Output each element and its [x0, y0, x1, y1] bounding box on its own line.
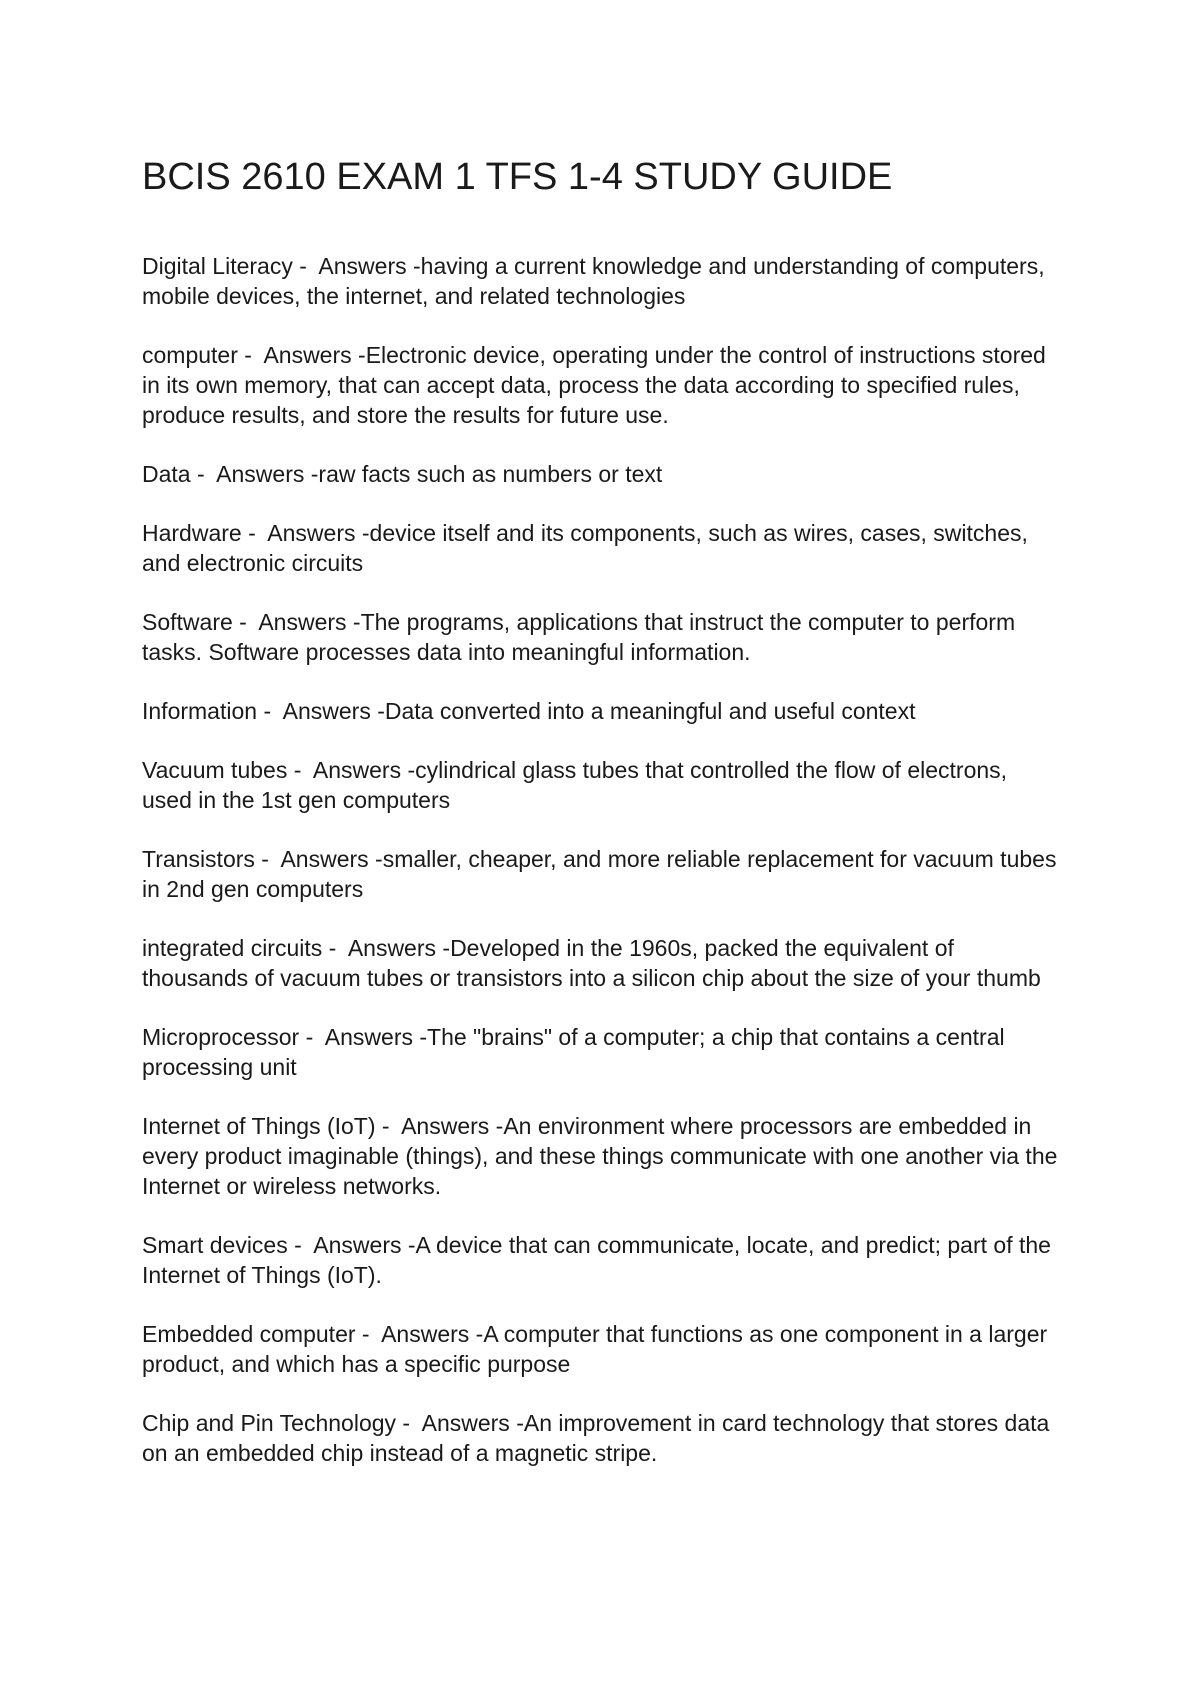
- entry-vacuum-tubes: Vacuum tubes - Answers -cylindrical glass tubes that controlled the flow of electrons, used in the 1st gen computers: [142, 757, 1008, 813]
- entry-smart-devices: Smart devices - Answers -A device that can communicate, locate, and predict; part of the Internet of Things (IoT).: [142, 1232, 1051, 1288]
- document-title: BCIS 2610 EXAM 1 TFS 1-4 STUDY GUIDE: [142, 156, 893, 198]
- entry-answer-prefix: Answers -: [313, 1232, 416, 1258]
- entry-chip-and-pin: Chip and Pin Technology - Answers -An improvement in card technology that stores data on an embedded chip instead of a magnetic stripe.: [142, 1410, 1050, 1466]
- entry-microprocessor: Microprocessor - Answers -The "brains" of a computer; a chip that contains a central processing unit: [142, 1024, 1005, 1080]
- entry-answer-prefix: Answers -: [267, 520, 370, 546]
- entry-term: integrated circuits: [142, 935, 323, 961]
- entry-definition: The "brains" of a computer; a chip that contains a central processing unit: [142, 1024, 1005, 1080]
- entry-term: Internet of Things (IoT): [142, 1113, 376, 1139]
- entry-term: Embedded computer: [142, 1321, 356, 1347]
- entry-answer-prefix: Answers -: [381, 1321, 484, 1347]
- entry-answer-prefix: Answers -: [324, 1024, 428, 1050]
- entry-answer-prefix: Answers -: [263, 342, 366, 368]
- entry-answer-prefix: Answers -: [347, 935, 451, 961]
- entry-answer-prefix: Answers -: [312, 757, 416, 783]
- entry-definition: A device that can communicate, locate, and predict; part of the Internet of Things (IoT).: [142, 1232, 1051, 1288]
- entry-term: Microprocessor: [142, 1024, 300, 1050]
- entry-term: Digital Literacy: [142, 253, 293, 279]
- entry-definition: Data converted into a meaningful and useful context: [384, 698, 916, 724]
- entry-definition: device itself and its components, such as wires, cases, switches, and electronic circuits: [142, 520, 1028, 576]
- entry-definition: The programs, applications that instruct the computer to perform tasks. Software processes data into meaningful information.: [142, 609, 1016, 665]
- entry-answer-prefix: Answers -: [258, 609, 361, 635]
- entry-term: Chip and Pin Technology: [142, 1410, 397, 1436]
- entry-internet-of-things: Internet of Things (IoT) - Answers -An environment where processors are embedded in every product imaginable (things), and these things communicate with one another via the Internet or wireless networks.: [142, 1113, 1058, 1199]
- entry-term: Vacuum tubes: [142, 757, 288, 783]
- entry-definition: having a current knowledge and understanding of computers, mobile devices, the internet, and related technologies: [142, 253, 1045, 309]
- entry-answer-prefix: Answers -: [401, 1113, 504, 1139]
- entry-information: Information - Answers -Data converted into a meaningful and useful context: [142, 698, 916, 724]
- entry-term: Smart devices: [142, 1232, 288, 1258]
- entry-term: Information: [142, 698, 258, 724]
- entry-definition: Electronic device, operating under the control of instructions stored in its own memory, that can accept data, process the data according to specified rules, produce results, and store the results for future use.: [142, 342, 1046, 428]
- entry-definition: raw facts such as numbers or text: [318, 461, 663, 487]
- entry-definition: Developed in the 1960s, packed the equivalent of thousands of vacuum tubes or transistors into a silicon chip about the size of your thumb: [142, 935, 1041, 991]
- entry-term: Software: [142, 609, 233, 635]
- entry-definition: smaller, cheaper, and more reliable replacement for vacuum tubes in 2nd gen computers: [142, 846, 1057, 902]
- entry-term: Transistors: [142, 846, 255, 872]
- entry-computer: computer - Answers -Electronic device, operating under the control of instructions stored in its own memory, that can accept data, process the data according to specified rules, produce results, and store the results for future use.: [142, 342, 1046, 428]
- entry-answer-prefix: Answers -: [280, 846, 383, 872]
- entry-software: Software - Answers -The programs, applications that instruct the computer to perform tasks. Software processes data into meaningful information.: [142, 609, 1016, 665]
- entry-term: computer: [142, 342, 238, 368]
- entry-definition: cylindrical glass tubes that controlled the flow of electrons, used in the 1st gen computers: [142, 757, 1008, 813]
- entry-answer-prefix: Answers -: [421, 1410, 524, 1436]
- entry-definition: A computer that functions as one component in a larger product, and which has a specific purpose: [142, 1321, 1048, 1377]
- entry-term: Hardware: [142, 520, 242, 546]
- entry-definition: An environment where processors are embedded in every product imaginable (things), and these things communicate with one another via the Internet or wireless networks.: [142, 1113, 1058, 1199]
- entry-answer-prefix: Answers -: [318, 253, 421, 279]
- entry-definition: An improvement in card technology that stores data on an embedded chip instead of a magnetic stripe.: [142, 1410, 1050, 1466]
- entry-term: Data: [142, 461, 191, 487]
- entry-answer-prefix: Answers -: [216, 461, 319, 487]
- entry-hardware: Hardware - Answers -device itself and its components, such as wires, cases, switches, and electronic circuits: [142, 520, 1028, 576]
- entry-transistors: Transistors - Answers -smaller, cheaper, and more reliable replacement for vacuum tubes in 2nd gen computers: [142, 846, 1057, 902]
- entry-embedded-computer: Embedded computer - Answers -A computer that functions as one component in a larger product, and which has a specific purpose: [142, 1321, 1048, 1377]
- entry-data: Data - Answers -raw facts such as numbers or text: [142, 461, 663, 487]
- entry-integrated-circuits: integrated circuits - Answers -Developed in the 1960s, packed the equivalent of thousands of vacuum tubes or transistors into a silicon chip about the size of your thumb: [142, 935, 1041, 991]
- entry-digital-literacy: Digital Literacy - Answers -having a current knowledge and understanding of computers, mobile devices, the internet, and related technologies: [142, 253, 1045, 309]
- entry-answer-prefix: Answers -: [282, 698, 385, 724]
- study-guide-entries: [142, 251, 1060, 1468]
